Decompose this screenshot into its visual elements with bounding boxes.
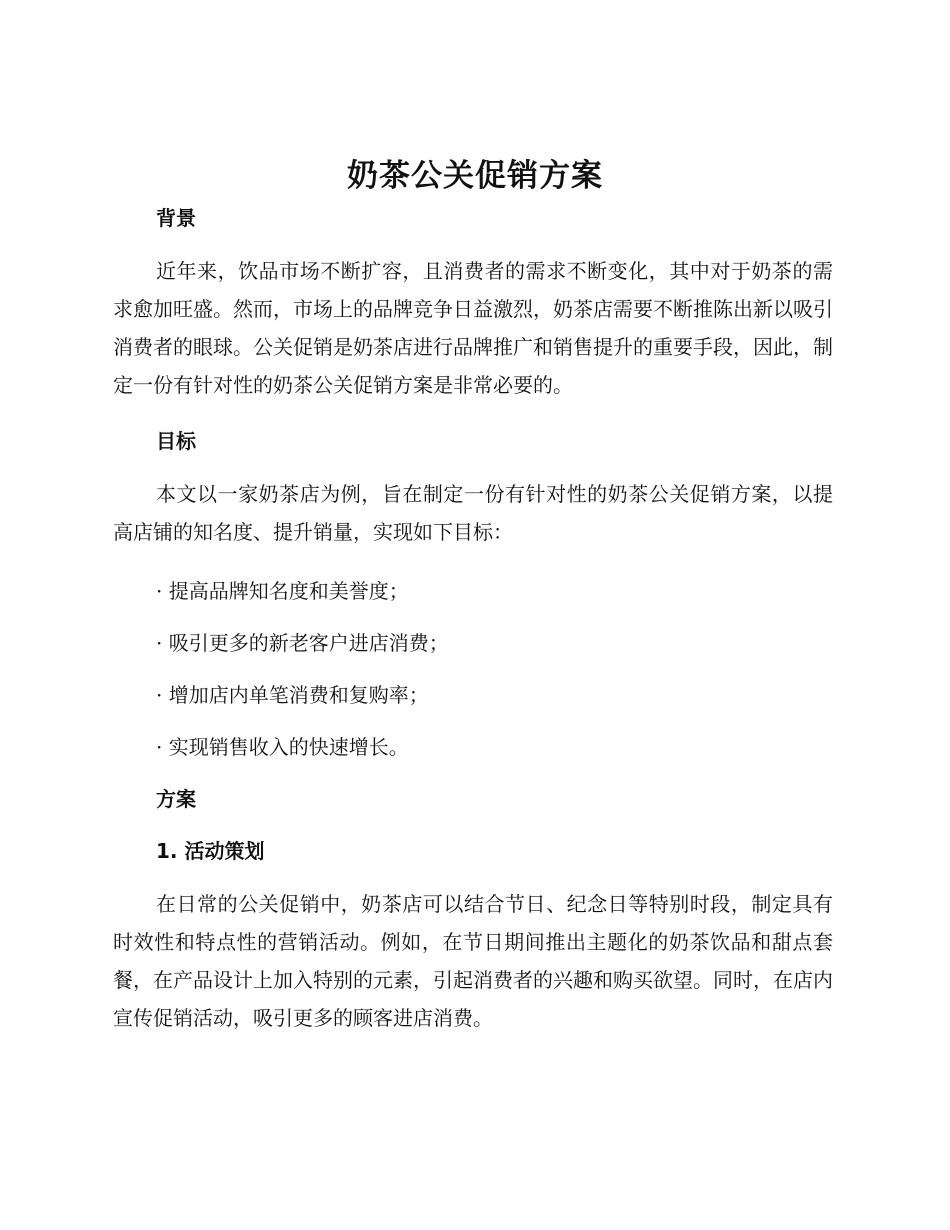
document-body xyxy=(113,200,833,1037)
section-heading-background: 背景 xyxy=(156,206,196,230)
document-title: 奶茶公关促销方案 xyxy=(347,158,603,194)
sub-heading-activity-planning: 1. 活动策划 xyxy=(156,839,265,863)
goals-paragraph: 本文以一家奶茶店为例，旨在制定一份有针对性的奶茶公关促销方案，以提高店铺的知名度、提升销量，实现如下目标： xyxy=(113,482,833,544)
section-heading-goals: 目标 xyxy=(156,429,196,453)
goal-item: · 实现销售收入的快速增长。 xyxy=(156,735,409,759)
goal-item: · 吸引更多的新老客户进店消费； xyxy=(156,631,449,655)
goal-item: · 提高品牌知名度和美誉度； xyxy=(156,579,409,603)
goal-item: · 增加店内单笔消费和复购率； xyxy=(156,683,429,707)
plan-paragraph: 在日常的公关促销中，奶茶店可以结合节日、纪念日等特别时段，制定具有时效性和特点性的营销活动。例如，在节日期间推出主题化的奶茶饮品和甜点套餐，在产品设计上加入特别的元素，引起消费者的兴趣和购买欲望。同时，在店内宣传促销活动，吸引更多的顾客进店消费。 xyxy=(113,892,833,1030)
background-paragraph: 近年来，饮品市场不断扩容，且消费者的需求不断变化，其中对于奶茶的需求愈加旺盛。然而，市场上的品牌竞争日益激烈，奶茶店需要不断推陈出新以吸引消费者的眼球。公关促销是奶茶店进行品牌推广和销售提升的重要手段，因此，制定一份有针对性的奶茶公关促销方案是非常必要的。 xyxy=(113,259,833,397)
section-heading-plan: 方案 xyxy=(156,787,196,811)
